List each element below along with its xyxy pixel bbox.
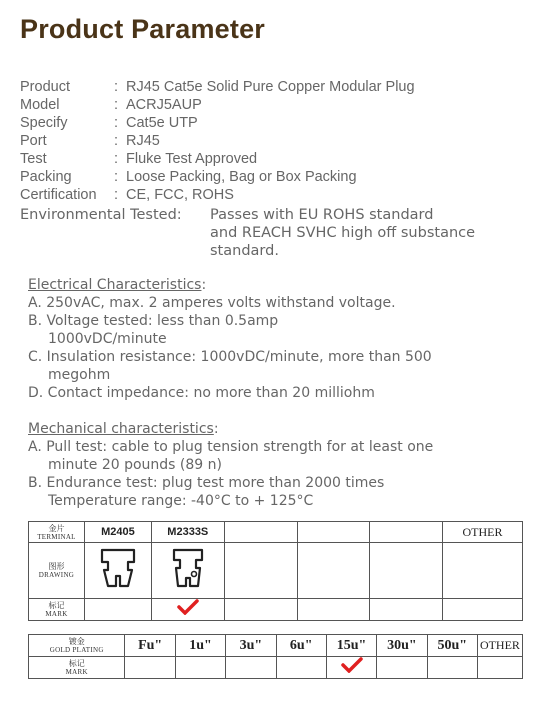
electrical-item-a: A. 250vAC, max. 2 amperes volts withstand voltage. bbox=[28, 295, 396, 311]
param-row-port: Port : RJ45 bbox=[20, 132, 540, 150]
electrical-item-c: C. Insulation resistance: 1000vDC/minute, more than 500 bbox=[28, 349, 432, 365]
plating-option: 3u" bbox=[226, 635, 276, 657]
param-label: Certification bbox=[20, 187, 97, 203]
terminal-m2405: M2405 bbox=[84, 522, 151, 543]
environmental-line: Passes with EU ROHS standard bbox=[210, 207, 434, 223]
mechanical-item-b: B. Endurance test: plug test more than 2000 times bbox=[28, 475, 385, 491]
plating-other: OTHER bbox=[477, 635, 522, 657]
param-label: Test bbox=[20, 151, 47, 167]
terminal-m2333s: M2333S bbox=[151, 522, 224, 543]
environmental-line: standard. bbox=[210, 243, 279, 259]
electrical-section: Electrical Characteristics: A. 250vAC, max. 2 amperes volts withstand voltage. B. Voltage tested: less than 0.5amp 1000vDC/minute C. Insulation resistance: 1000vDC/minute, more than 500 megohm D. Contact impedance: no more than 20 milliohm bbox=[28, 277, 432, 401]
mechanical-section: Mechanical characteristics: A. Pull test: cable to plug tension strength for at least one minute 20 pounds (89 n) B. Endurance test: plug test more than 2000 times Temperature range: -40°C to + 125°C bbox=[28, 421, 434, 509]
param-row-model: Model : ACRJ5AUP bbox=[20, 96, 540, 114]
mechanical-heading: Mechanical characteristics bbox=[28, 421, 214, 437]
plating-option: 50u" bbox=[427, 635, 477, 657]
plating-option: Fu" bbox=[125, 635, 175, 657]
plating-mark-row bbox=[29, 657, 523, 679]
param-row-test: Test : Fluke Test Approved bbox=[20, 150, 540, 168]
param-row-product: Product : RJ45 Cat5e Solid Pure Copper Modular Plug bbox=[20, 78, 540, 96]
param-label: Port bbox=[20, 133, 47, 149]
param-row-packing: Packing : Loose Packing, Bag or Box Packing bbox=[20, 168, 540, 186]
plating-option: 6u" bbox=[276, 635, 326, 657]
param-value: Cat5e UTP bbox=[126, 115, 198, 131]
mark-label: 标记 MARK bbox=[29, 599, 85, 621]
plating-selected-mark bbox=[326, 657, 376, 679]
param-value: RJ45 bbox=[126, 133, 160, 149]
terminal-table bbox=[28, 521, 523, 621]
drawing-row bbox=[29, 543, 523, 599]
electrical-item-d: D. Contact impedance: no more than 20 milliohm bbox=[28, 385, 375, 401]
mark-label: 标记 MARK bbox=[29, 657, 125, 679]
param-label: Product bbox=[20, 79, 70, 95]
param-row-certification: Certification : CE, FCC, ROHS bbox=[20, 186, 540, 204]
param-row-specify: Specify : Cat5e UTP bbox=[20, 114, 540, 132]
param-label: Model bbox=[20, 97, 60, 113]
plating-option: 1u" bbox=[175, 635, 225, 657]
page-title: Product Parameter bbox=[20, 14, 265, 44]
param-label: Packing bbox=[20, 169, 72, 185]
electrical-heading: Electrical Characteristics bbox=[28, 277, 202, 293]
electrical-item-b: B. Voltage tested: less than 0.5amp bbox=[28, 313, 279, 329]
mechanical-item-a-cont: minute 20 pounds (89 n) bbox=[48, 457, 222, 473]
param-value: RJ45 Cat5e Solid Pure Copper Modular Plug bbox=[126, 79, 415, 95]
environmental-line: and REACH SVHC high off substance bbox=[210, 225, 476, 241]
mechanical-item-b-cont: Temperature range: -40°C to + 125°C bbox=[48, 493, 314, 509]
plating-option: 15u" bbox=[326, 635, 376, 657]
terminal-m2333s-icon bbox=[168, 546, 208, 590]
param-value: CE, FCC, ROHS bbox=[126, 187, 234, 203]
param-label: Specify bbox=[20, 115, 68, 131]
plating-row bbox=[29, 635, 523, 657]
drawing-label: 图形 DRAWING bbox=[29, 543, 85, 599]
checkmark-icon bbox=[177, 599, 199, 615]
environmental-tested bbox=[20, 206, 475, 260]
terminal-row bbox=[29, 522, 523, 543]
terminal-other: OTHER bbox=[443, 522, 523, 543]
parameter-list bbox=[20, 78, 540, 204]
terminal-m2405-drawing bbox=[84, 543, 151, 599]
electrical-item-c-cont: megohm bbox=[48, 367, 111, 383]
param-value: ACRJ5AUP bbox=[126, 97, 202, 113]
terminal-selected-mark bbox=[151, 599, 224, 621]
gold-plating-table bbox=[28, 634, 523, 679]
plating-option: 30u" bbox=[377, 635, 427, 657]
electrical-item-b-cont: 1000vDC/minute bbox=[48, 331, 167, 347]
param-value: Loose Packing, Bag or Box Packing bbox=[126, 169, 357, 185]
param-value: Fluke Test Approved bbox=[126, 151, 258, 167]
environmental-label: Environmental Tested: bbox=[20, 207, 182, 223]
plating-label: 镀金 GOLD PLATING bbox=[29, 635, 125, 657]
terminal-m2333s-drawing bbox=[151, 543, 224, 599]
terminal-mark-row bbox=[29, 599, 523, 621]
checkmark-icon bbox=[341, 657, 363, 673]
mechanical-item-a: A. Pull test: cable to plug tension strength for at least one bbox=[28, 439, 434, 455]
terminal-m2405-icon bbox=[98, 546, 138, 590]
terminal-label: 金片 TERMINAL bbox=[29, 522, 85, 543]
